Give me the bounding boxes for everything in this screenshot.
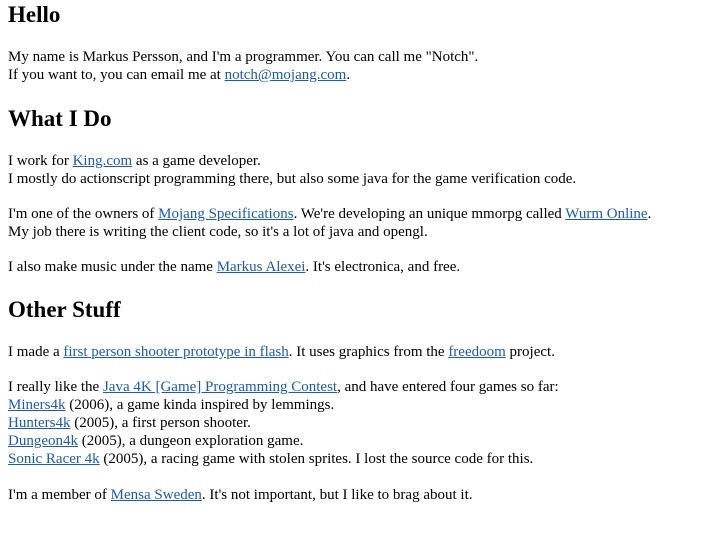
mojang-link[interactable]: Mojang Specifications (158, 206, 294, 222)
fps-paragraph (8, 343, 555, 361)
mensa-prefix: I'm a member of (8, 487, 111, 503)
king-link[interactable]: King.com (72, 153, 133, 169)
heading-what-i-do: What I Do (8, 106, 112, 131)
fps-suffix: project. (505, 344, 555, 360)
email-link[interactable]: notch@mojang.com (224, 67, 347, 83)
freedoom-link[interactable]: freedoom (448, 344, 506, 360)
fps-mid: . It uses graphics from the (288, 344, 449, 360)
fps-prefix: I made a (8, 344, 64, 360)
intro-paragraph (8, 48, 478, 84)
heading-hello: Hello (8, 2, 61, 27)
java4k-paragraph (8, 378, 559, 468)
music-paragraph (8, 258, 460, 276)
fps-prototype-link[interactable]: first person shooter prototype in flash (63, 344, 289, 360)
intro-line-1: My name is Markus Persson, and I'm a programmer. You can call me "Notch". (8, 49, 479, 65)
king-line-2: I mostly do actionscript programming there, but also some java for the game verification code. (8, 171, 577, 187)
wurm-online-link[interactable]: Wurm Online (565, 206, 648, 222)
game-desc-sonic-racer-4k: (2005), a racing game with stolen sprites. I lost the source code for this. (99, 451, 534, 467)
intro-line-2-prefix: If you want to, you can email me at (8, 67, 225, 83)
music-suffix: . It's electronica, and free. (305, 259, 461, 275)
mensa-paragraph (8, 486, 473, 504)
java4k-suffix: , and have entered four games so far: (337, 379, 559, 395)
java4k-prefix: I really like the (8, 379, 103, 395)
mojang-paragraph (8, 205, 651, 241)
intro-line-2-suffix: . (346, 67, 351, 83)
mojang-suffix: . (647, 206, 652, 222)
game-desc-hunters4k: (2005), a first person shooter. (70, 415, 251, 431)
king-prefix: I work for (8, 153, 73, 169)
mojang-mid: . We're developing an unique mmorpg called (293, 206, 566, 222)
mojang-line-2: My job there is writing the client code, so it's a lot of java and opengl. (8, 224, 428, 240)
heading-other-stuff: Other Stuff (8, 297, 121, 322)
markus-alexei-link[interactable]: Markus Alexei (216, 259, 306, 275)
mojang-prefix: I'm one of the owners of (8, 206, 159, 222)
mensa-sweden-link[interactable]: Mensa Sweden (110, 487, 202, 503)
game-link-miners4k[interactable]: Miners4k (8, 397, 66, 413)
game-desc-miners4k: (2006), a game kinda inspired by lemmings. (65, 397, 335, 413)
mensa-suffix: . It's not important, but I like to brag about it. (201, 487, 473, 503)
king-suffix: as a game developer. (132, 153, 261, 169)
music-prefix: I also make music under the name (8, 259, 217, 275)
game-link-dungeon4k[interactable]: Dungeon4k (8, 433, 78, 449)
game-desc-dungeon4k: (2005), a dungeon exploration game. (78, 433, 304, 449)
game-link-sonic-racer-4k[interactable]: Sonic Racer 4k (8, 451, 100, 467)
king-paragraph (8, 152, 576, 188)
game-link-hunters4k[interactable]: Hunters4k (8, 415, 71, 431)
java4k-contest-link[interactable]: Java 4K [Game] Programming Contest (102, 379, 338, 395)
